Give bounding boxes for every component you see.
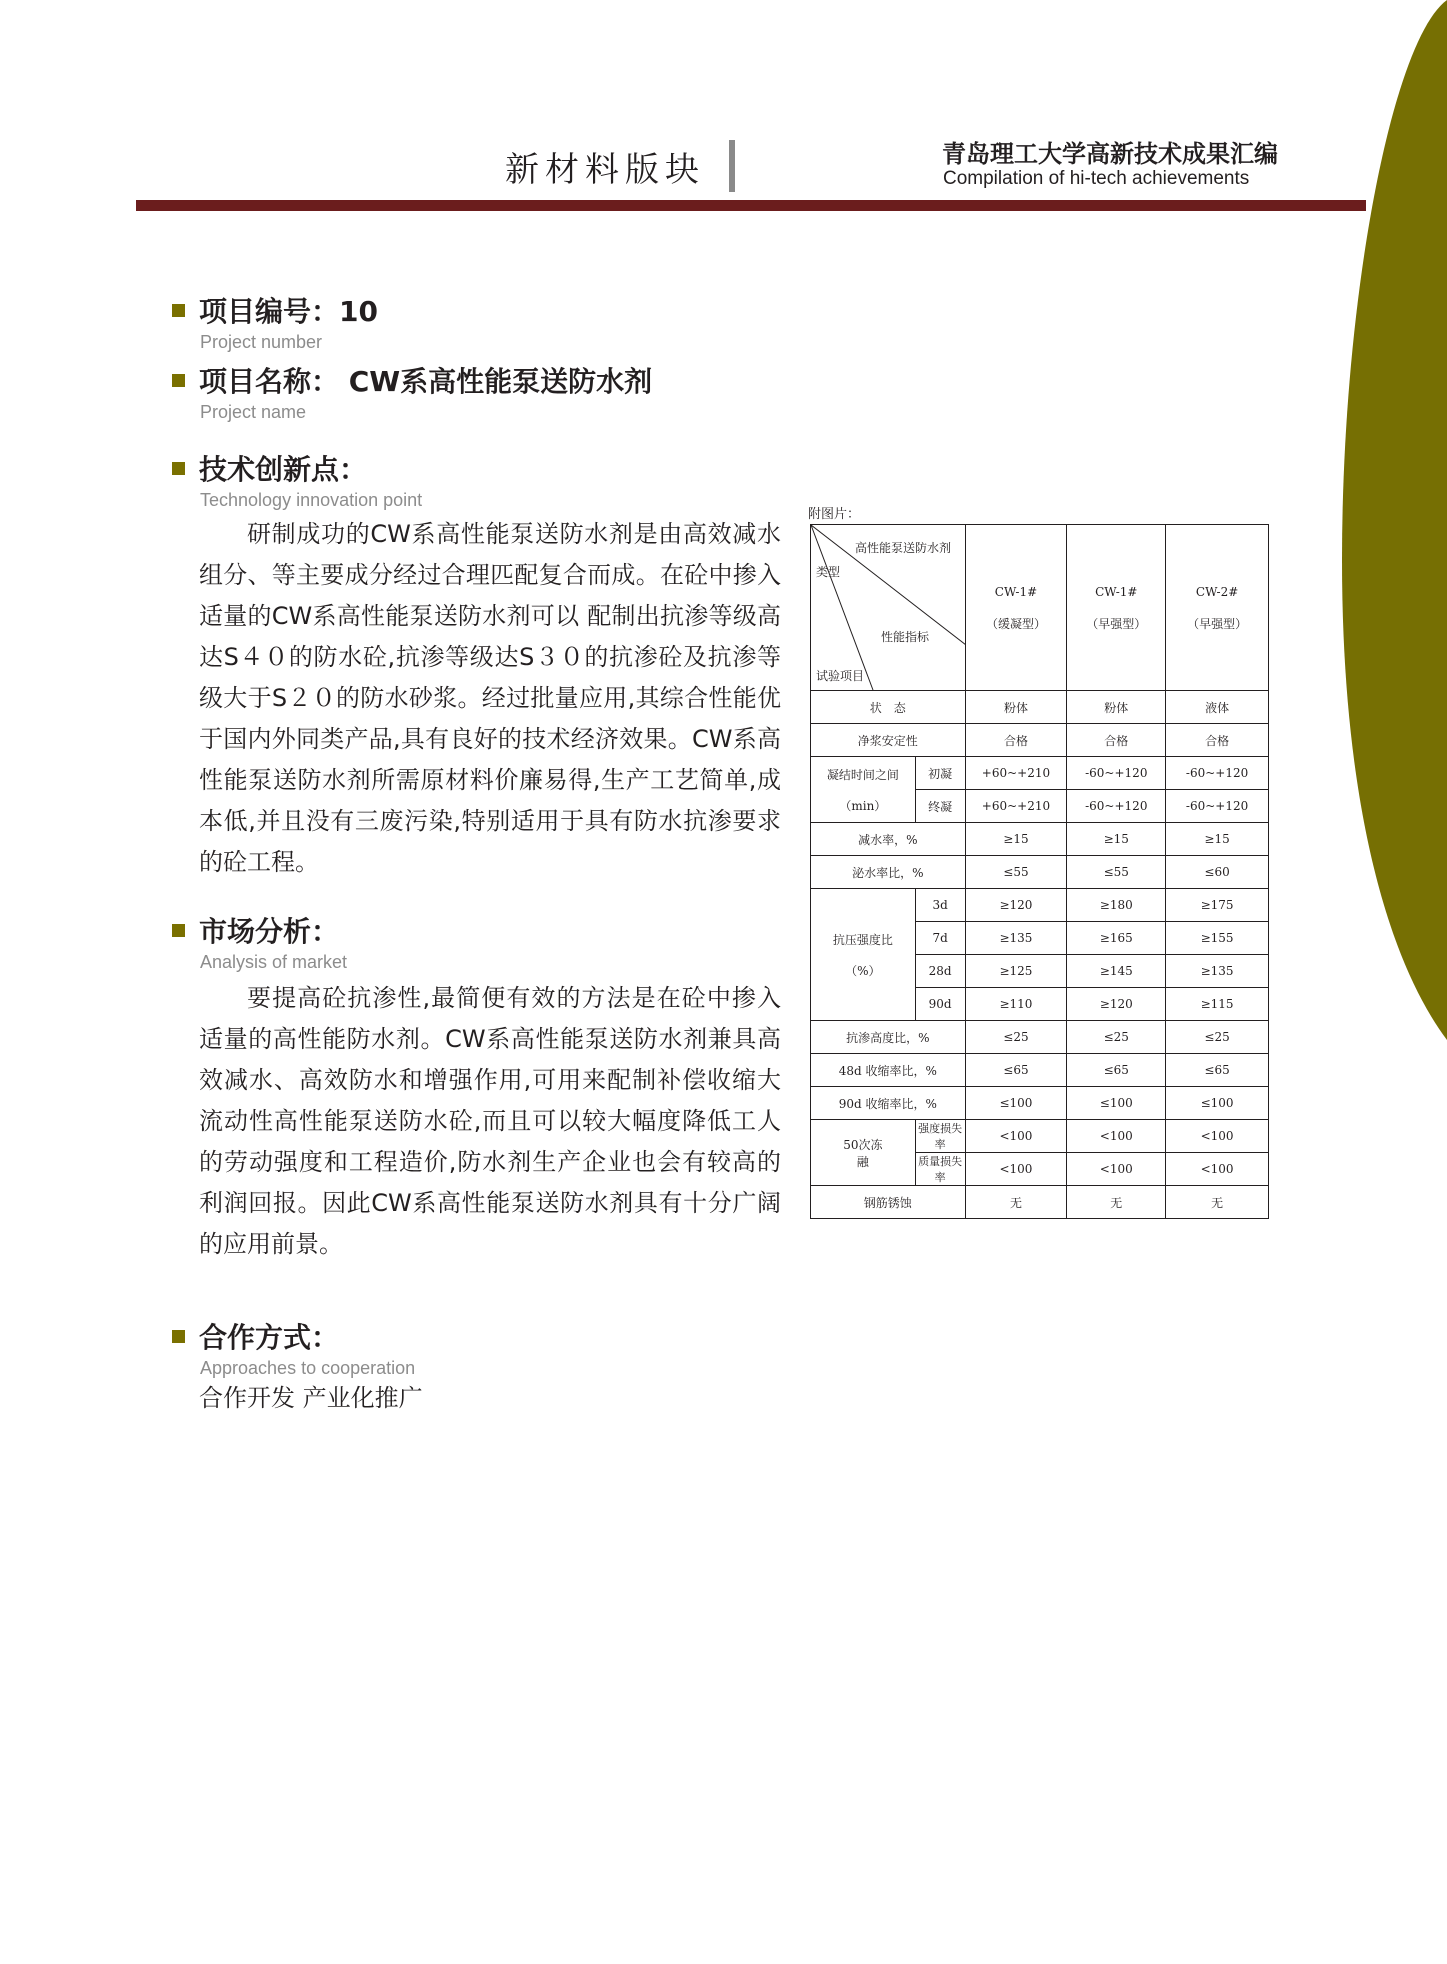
project-name-label: 项目名称： CW系高性能泵送防水剂	[199, 365, 653, 398]
product-header: CW-1# （缓凝型）	[965, 525, 1067, 691]
table-row: 抗压强度比 （%） 3d ≥120 ≥180 ≥175	[811, 889, 1269, 922]
market-text: 要提高砼抗渗性,最简便有效的方法是在砼中掺入适量的高性能防水剂。CW系高性能泵送防水剂兼具高效减水、高效防水和增强作用,可用来配制补偿收缩大流动性高性能泵送防水砼,而且可以较大幅度降低工人的劳动强度和工程造价,防水剂生产企业也会有较高的利润回报。因此CW系高性能泵送防水剂具有十分广阔的应用前景。	[199, 984, 781, 1258]
table-row: 状 态 粉体 粉体 液体	[811, 691, 1269, 724]
project-name-section	[172, 360, 652, 423]
project-name-en: Project name	[200, 402, 307, 422]
market-section	[172, 910, 347, 973]
table-row: 净浆安定性 合格 合格 合格	[811, 724, 1269, 757]
table-row: 质量损失率 <100 <100 <100	[811, 1153, 1269, 1186]
square-bullet-icon	[172, 304, 185, 317]
header-rule	[136, 200, 1366, 211]
innovation-paragraph	[199, 514, 781, 883]
square-bullet-icon	[172, 924, 185, 937]
table-caption: 附图片：	[808, 507, 861, 522]
org-title-en: Compilation of hi-tech achievements	[943, 168, 1250, 189]
innovation-section	[172, 448, 422, 511]
cooperation-label: 合作方式：	[199, 1321, 340, 1354]
olive-decorative-shape	[1337, 0, 1447, 1040]
table-corner-cell	[811, 525, 966, 691]
table-row: 7d ≥135 ≥165 ≥155	[811, 922, 1269, 955]
innovation-label: 技术创新点：	[199, 453, 368, 486]
square-bullet-icon	[172, 374, 185, 387]
section-title: 新材料版块	[505, 150, 705, 190]
cooperation-text: 合作开发 产业化推广	[199, 1384, 423, 1412]
table-row: 凝结时间之间 （min） 初凝 +60~+210 -60~+120 -60~+120	[811, 757, 1269, 790]
project-number-en: Project number	[200, 332, 323, 352]
spec-table	[810, 524, 1269, 1219]
table-row: 48d 收缩率比，% ≤65 ≤65 ≤65	[811, 1054, 1269, 1087]
corner-mid-label: 性能指标	[881, 630, 930, 644]
table-row: 90d ≥110 ≥120 ≥115	[811, 988, 1269, 1021]
cooperation-en: Approaches to cooperation	[200, 1358, 416, 1378]
table-row: 抗渗高度比，% ≤25 ≤25 ≤25	[811, 1021, 1269, 1054]
table-row: 泌水率比，% ≤55 ≤55 ≤60	[811, 856, 1269, 889]
innovation-en: Technology innovation point	[200, 490, 423, 510]
corner-bottom-label: 试验项目	[816, 669, 865, 683]
corner-top-label: 高性能泵送防水剂	[855, 541, 952, 555]
product-header: CW-1# （早强型）	[1067, 525, 1166, 691]
project-number-section	[172, 290, 378, 353]
market-paragraph	[199, 978, 781, 1265]
project-number-label: 项目编号：10	[199, 295, 378, 328]
table-row: 减水率，% ≥15 ≥15 ≥15	[811, 823, 1269, 856]
square-bullet-icon	[172, 1330, 185, 1343]
square-bullet-icon	[172, 462, 185, 475]
table-row: 钢筋锈蚀 无 无 无	[811, 1186, 1269, 1219]
table-header-row	[811, 525, 1269, 691]
market-en: Analysis of market	[200, 952, 348, 972]
table-row: 90d 收缩率比，% ≤100 ≤100 ≤100	[811, 1087, 1269, 1120]
market-label: 市场分析：	[199, 915, 340, 948]
table-row: 28d ≥125 ≥145 ≥135	[811, 955, 1269, 988]
innovation-text: 研制成功的CW系高性能泵送防水剂是由高效减水组分、等主要成分经过合理匹配复合而成。在砼中掺入适量的CW系高性能泵送防水剂可以 配制出抗渗等级高达S４０的防水砼,抗渗等级达S３０的抗渗砼及抗渗等级大于S２０的防水砂浆。经过批量应用,其综合性能优于国内外同类产品,具有良好的技术经济效果。CW系高性能泵送防水剂所需原材料价廉易得,生产工艺简单,成本低,并且没有三废污染,特别适用于具有防水抗渗要求的砼工程。	[199, 520, 781, 876]
corner-type-label: 类型	[816, 565, 841, 579]
table-row: 50次冻 融 强度损失率 <100 <100 <100	[811, 1120, 1269, 1153]
product-header: CW-2# （早强型）	[1166, 525, 1269, 691]
table-row: 终凝 +60~+210 -60~+120 -60~+120	[811, 790, 1269, 823]
header-divider	[729, 140, 735, 192]
org-title-cn: 青岛理工大学高新技术成果汇编	[942, 140, 1278, 168]
cooperation-section	[172, 1316, 415, 1379]
